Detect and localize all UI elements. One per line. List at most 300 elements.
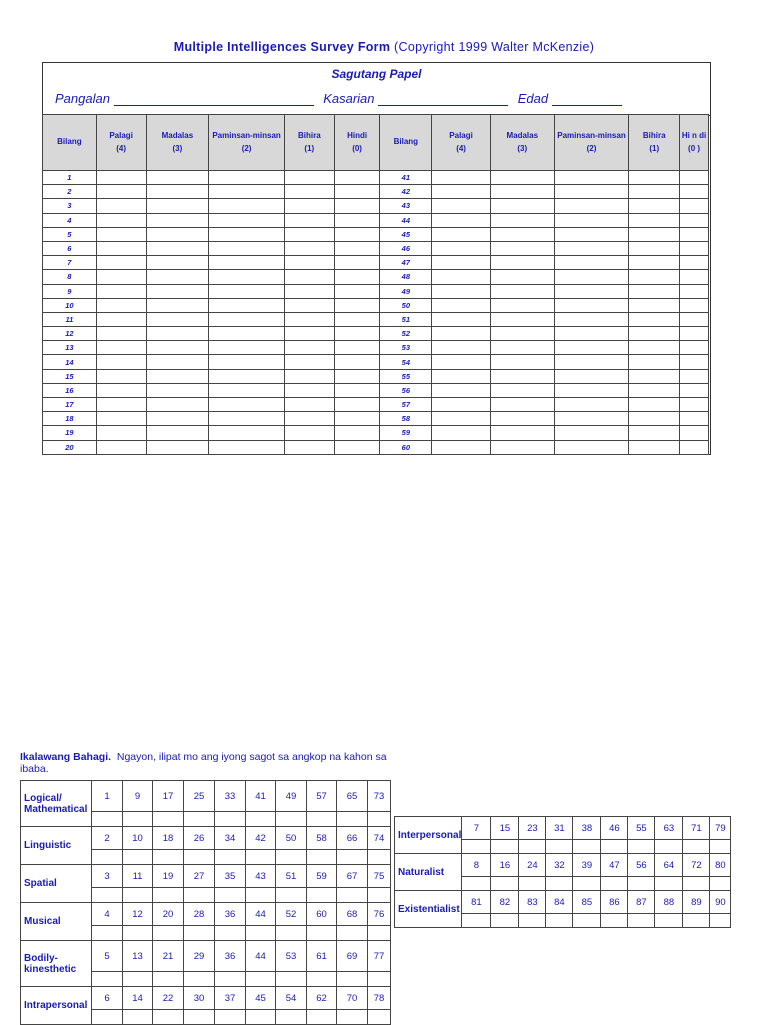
tally-answer-cell[interactable] bbox=[307, 850, 337, 865]
tally-answer-cell[interactable] bbox=[276, 812, 307, 827]
tally-answer-cell[interactable] bbox=[246, 850, 276, 865]
answer-cell[interactable] bbox=[96, 355, 146, 369]
tally-answer-cell[interactable] bbox=[519, 914, 546, 928]
answer-cell[interactable] bbox=[146, 270, 209, 284]
item-number: 12 bbox=[123, 903, 153, 926]
answer-cell[interactable] bbox=[334, 284, 380, 298]
answer-cell[interactable] bbox=[334, 270, 380, 284]
tally-answer-cell[interactable] bbox=[92, 850, 123, 865]
answer-cell[interactable] bbox=[146, 383, 209, 397]
answer-cell[interactable] bbox=[146, 355, 209, 369]
answer-cell[interactable] bbox=[146, 227, 209, 241]
answer-cell[interactable] bbox=[96, 412, 146, 426]
answer-cell[interactable] bbox=[629, 298, 680, 312]
answer-cell[interactable] bbox=[96, 199, 146, 213]
answer-cell[interactable] bbox=[96, 440, 146, 454]
answer-cell[interactable] bbox=[629, 199, 680, 213]
answer-cell[interactable] bbox=[629, 284, 680, 298]
tally-answer-cell[interactable] bbox=[628, 877, 655, 891]
answer-cell[interactable] bbox=[432, 398, 491, 412]
answer-cell[interactable] bbox=[680, 284, 709, 298]
tally-answer-cell[interactable] bbox=[92, 888, 123, 903]
answer-cell[interactable] bbox=[680, 440, 709, 454]
answer-cell[interactable] bbox=[146, 199, 209, 213]
answer-cell[interactable] bbox=[490, 369, 554, 383]
answer-cell[interactable] bbox=[96, 426, 146, 440]
answer-cell[interactable] bbox=[209, 199, 285, 213]
answer-cell[interactable] bbox=[490, 171, 554, 185]
answer-cell[interactable] bbox=[96, 298, 146, 312]
answer-cell[interactable] bbox=[284, 185, 334, 199]
tally-answer-cell[interactable] bbox=[655, 877, 683, 891]
answer-cell[interactable] bbox=[680, 241, 709, 255]
answer-cell[interactable] bbox=[284, 171, 334, 185]
answer-cell[interactable] bbox=[146, 327, 209, 341]
answer-cell[interactable] bbox=[432, 185, 491, 199]
tally-answer-cell[interactable] bbox=[573, 914, 601, 928]
tally-answer-cell[interactable] bbox=[519, 840, 546, 854]
tally-answer-cell[interactable] bbox=[628, 914, 655, 928]
answer-cell[interactable] bbox=[334, 355, 380, 369]
answer-cell[interactable] bbox=[146, 341, 209, 355]
tally-answer-cell[interactable] bbox=[215, 812, 246, 827]
answer-cell[interactable] bbox=[209, 426, 285, 440]
tally-answer-cell[interactable] bbox=[573, 877, 601, 891]
tally-answer-cell[interactable] bbox=[215, 1010, 246, 1025]
tally-answer-cell[interactable] bbox=[307, 888, 337, 903]
answer-cell[interactable] bbox=[146, 298, 209, 312]
tally-answer-cell[interactable] bbox=[184, 888, 215, 903]
answer-cell[interactable] bbox=[284, 213, 334, 227]
answer-cell[interactable] bbox=[554, 227, 629, 241]
answer-cell[interactable] bbox=[146, 185, 209, 199]
answer-cell[interactable] bbox=[334, 341, 380, 355]
tally-answer-cell[interactable] bbox=[710, 914, 731, 928]
answer-cell[interactable] bbox=[96, 284, 146, 298]
answer-cell[interactable] bbox=[680, 341, 709, 355]
name-field[interactable] bbox=[114, 93, 314, 106]
answer-cell[interactable] bbox=[146, 284, 209, 298]
tally-answer-cell[interactable] bbox=[368, 972, 391, 987]
answer-cell[interactable] bbox=[490, 327, 554, 341]
answer-cell[interactable] bbox=[146, 312, 209, 326]
answer-cell[interactable] bbox=[680, 426, 709, 440]
answer-cell[interactable] bbox=[432, 270, 491, 284]
answer-cell[interactable] bbox=[334, 256, 380, 270]
tally-answer-cell[interactable] bbox=[491, 877, 519, 891]
answer-cell[interactable] bbox=[680, 298, 709, 312]
tally-answer-cell[interactable] bbox=[215, 926, 246, 941]
answer-cell[interactable] bbox=[284, 256, 334, 270]
answer-cell[interactable] bbox=[554, 284, 629, 298]
tally-answer-cell[interactable] bbox=[337, 888, 368, 903]
tally-answer-cell[interactable] bbox=[337, 1010, 368, 1025]
answer-cell[interactable] bbox=[334, 298, 380, 312]
answer-cell[interactable] bbox=[490, 312, 554, 326]
tally-answer-cell[interactable] bbox=[337, 850, 368, 865]
answer-cell[interactable] bbox=[680, 369, 709, 383]
tally-answer-cell[interactable] bbox=[123, 812, 153, 827]
answer-cell[interactable] bbox=[284, 426, 334, 440]
answer-cell[interactable] bbox=[209, 284, 285, 298]
tally-answer-cell[interactable] bbox=[491, 840, 519, 854]
tally-answer-cell[interactable] bbox=[153, 888, 184, 903]
tally-answer-cell[interactable] bbox=[184, 812, 215, 827]
answer-cell[interactable] bbox=[146, 412, 209, 426]
answer-cell[interactable] bbox=[432, 426, 491, 440]
answer-cell[interactable] bbox=[334, 383, 380, 397]
answer-cell[interactable] bbox=[680, 199, 709, 213]
answer-cell[interactable] bbox=[432, 383, 491, 397]
answer-cell[interactable] bbox=[284, 398, 334, 412]
answer-cell[interactable] bbox=[334, 369, 380, 383]
tally-answer-cell[interactable] bbox=[655, 840, 683, 854]
tally-answer-cell[interactable] bbox=[546, 840, 573, 854]
tally-answer-cell[interactable] bbox=[276, 1010, 307, 1025]
answer-cell[interactable] bbox=[490, 270, 554, 284]
tally-answer-cell[interactable] bbox=[307, 812, 337, 827]
answer-cell[interactable] bbox=[490, 227, 554, 241]
answer-cell[interactable] bbox=[334, 185, 380, 199]
answer-cell[interactable] bbox=[629, 341, 680, 355]
answer-cell[interactable] bbox=[432, 213, 491, 227]
answer-cell[interactable] bbox=[209, 412, 285, 426]
tally-answer-cell[interactable] bbox=[710, 877, 731, 891]
tally-answer-cell[interactable] bbox=[337, 812, 368, 827]
tally-answer-cell[interactable] bbox=[307, 972, 337, 987]
answer-cell[interactable] bbox=[284, 369, 334, 383]
tally-answer-cell[interactable] bbox=[153, 812, 184, 827]
answer-cell[interactable] bbox=[284, 440, 334, 454]
tally-answer-cell[interactable] bbox=[683, 914, 710, 928]
answer-cell[interactable] bbox=[629, 355, 680, 369]
tally-answer-cell[interactable] bbox=[628, 840, 655, 854]
answer-cell[interactable] bbox=[334, 199, 380, 213]
answer-cell[interactable] bbox=[680, 355, 709, 369]
tally-answer-cell[interactable] bbox=[123, 850, 153, 865]
answer-cell[interactable] bbox=[284, 298, 334, 312]
answer-cell[interactable] bbox=[554, 440, 629, 454]
answer-cell[interactable] bbox=[146, 213, 209, 227]
answer-cell[interactable] bbox=[490, 341, 554, 355]
item-number: 74 bbox=[368, 827, 391, 850]
tally-answer-cell[interactable] bbox=[519, 877, 546, 891]
tally-answer-cell[interactable] bbox=[368, 850, 391, 865]
tally-answer-cell[interactable] bbox=[92, 926, 123, 941]
tally-answer-cell[interactable] bbox=[462, 914, 491, 928]
tally-answer-cell[interactable] bbox=[276, 972, 307, 987]
tally-answer-cell[interactable] bbox=[153, 1010, 184, 1025]
item-number: 2 bbox=[43, 185, 97, 199]
answer-cell[interactable] bbox=[554, 298, 629, 312]
answer-cell[interactable] bbox=[554, 426, 629, 440]
item-number: 14 bbox=[123, 987, 153, 1010]
answer-cell[interactable] bbox=[554, 199, 629, 213]
answer-cell[interactable] bbox=[432, 256, 491, 270]
answer-cell[interactable] bbox=[96, 256, 146, 270]
tally-answer-cell[interactable] bbox=[491, 914, 519, 928]
answer-cell[interactable] bbox=[284, 199, 334, 213]
answer-cell[interactable] bbox=[490, 298, 554, 312]
answer-cell[interactable] bbox=[680, 256, 709, 270]
answer-cell[interactable] bbox=[432, 327, 491, 341]
tally-answer-cell[interactable] bbox=[276, 888, 307, 903]
answer-cell[interactable] bbox=[146, 171, 209, 185]
tally-answer-cell[interactable] bbox=[184, 972, 215, 987]
answer-cell[interactable] bbox=[209, 171, 285, 185]
tally-answer-cell[interactable] bbox=[601, 914, 628, 928]
left-header-label: Palagi bbox=[109, 130, 133, 140]
tally-answer-cell[interactable] bbox=[462, 877, 491, 891]
answer-cell[interactable] bbox=[96, 327, 146, 341]
answer-cell[interactable] bbox=[432, 369, 491, 383]
answer-cell[interactable] bbox=[284, 341, 334, 355]
answer-cell[interactable] bbox=[334, 241, 380, 255]
tally-answer-cell[interactable] bbox=[307, 1010, 337, 1025]
tally-answer-cell[interactable] bbox=[710, 840, 731, 854]
answer-cell[interactable] bbox=[96, 227, 146, 241]
answer-cell[interactable] bbox=[432, 227, 491, 241]
answer-cell[interactable] bbox=[629, 171, 680, 185]
answer-cell[interactable] bbox=[334, 213, 380, 227]
answer-cell[interactable] bbox=[432, 284, 491, 298]
answer-cell[interactable] bbox=[432, 199, 491, 213]
answer-cell[interactable] bbox=[146, 440, 209, 454]
tally-answer-cell[interactable] bbox=[184, 1010, 215, 1025]
answer-cell[interactable] bbox=[554, 369, 629, 383]
answer-cell[interactable] bbox=[432, 171, 491, 185]
answer-cell[interactable] bbox=[96, 213, 146, 227]
answer-cell[interactable] bbox=[629, 270, 680, 284]
answer-cell[interactable] bbox=[284, 227, 334, 241]
answer-cell[interactable] bbox=[629, 426, 680, 440]
tally-answer-cell[interactable] bbox=[123, 888, 153, 903]
tally-answer-cell[interactable] bbox=[153, 972, 184, 987]
tally-answer-cell[interactable] bbox=[246, 926, 276, 941]
tally-answer-cell[interactable] bbox=[655, 914, 683, 928]
tally-answer-cell[interactable] bbox=[123, 926, 153, 941]
answer-cell[interactable] bbox=[284, 241, 334, 255]
answer-cell[interactable] bbox=[96, 369, 146, 383]
answer-cell[interactable] bbox=[680, 398, 709, 412]
tally-answer-cell[interactable] bbox=[92, 812, 123, 827]
answer-cell[interactable] bbox=[334, 412, 380, 426]
answer-cell[interactable] bbox=[490, 412, 554, 426]
answer-cell[interactable] bbox=[554, 312, 629, 326]
tally-answer-cell[interactable] bbox=[246, 972, 276, 987]
answer-cell[interactable] bbox=[96, 383, 146, 397]
answer-cell[interactable] bbox=[680, 185, 709, 199]
answer-cell[interactable] bbox=[146, 369, 209, 383]
answer-cell[interactable] bbox=[680, 227, 709, 241]
answer-cell[interactable] bbox=[209, 440, 285, 454]
answer-cell[interactable] bbox=[146, 398, 209, 412]
sex-field[interactable] bbox=[378, 93, 508, 106]
answer-cell[interactable] bbox=[96, 341, 146, 355]
answer-cell[interactable] bbox=[284, 270, 334, 284]
answer-cell[interactable] bbox=[146, 426, 209, 440]
answer-cell[interactable] bbox=[432, 312, 491, 326]
answer-cell[interactable] bbox=[284, 327, 334, 341]
answer-cell[interactable] bbox=[146, 256, 209, 270]
tally-answer-cell[interactable] bbox=[246, 1010, 276, 1025]
answer-cell[interactable] bbox=[284, 355, 334, 369]
answer-cell[interactable] bbox=[554, 256, 629, 270]
answer-cell[interactable] bbox=[209, 327, 285, 341]
tally-answer-cell[interactable] bbox=[215, 888, 246, 903]
answer-cell[interactable] bbox=[554, 398, 629, 412]
answer-cell[interactable] bbox=[490, 185, 554, 199]
answer-cell[interactable] bbox=[629, 312, 680, 326]
answer-cell[interactable] bbox=[680, 270, 709, 284]
answer-cell[interactable] bbox=[96, 241, 146, 255]
answer-cell[interactable] bbox=[629, 327, 680, 341]
answer-cell[interactable] bbox=[490, 398, 554, 412]
answer-cell[interactable] bbox=[96, 312, 146, 326]
answer-cell[interactable] bbox=[432, 355, 491, 369]
tally-answer-cell[interactable] bbox=[153, 850, 184, 865]
tally-answer-cell[interactable] bbox=[368, 926, 391, 941]
answer-cell[interactable] bbox=[680, 171, 709, 185]
answer-cell[interactable] bbox=[334, 327, 380, 341]
answer-cell[interactable] bbox=[490, 213, 554, 227]
tally-answer-cell[interactable] bbox=[153, 926, 184, 941]
answer-cell[interactable] bbox=[284, 412, 334, 426]
item-number: 60 bbox=[307, 903, 337, 926]
answer-cell[interactable] bbox=[490, 256, 554, 270]
answer-cell[interactable] bbox=[680, 327, 709, 341]
answer-cell[interactable] bbox=[432, 241, 491, 255]
tally-answer-cell[interactable] bbox=[123, 972, 153, 987]
answer-cell[interactable] bbox=[490, 383, 554, 397]
answer-cell[interactable] bbox=[334, 227, 380, 241]
answer-cell[interactable] bbox=[680, 412, 709, 426]
answer-cell[interactable] bbox=[554, 241, 629, 255]
answer-cell[interactable] bbox=[629, 398, 680, 412]
answer-cell[interactable] bbox=[209, 213, 285, 227]
tally-answer-cell[interactable] bbox=[184, 926, 215, 941]
answer-cell[interactable] bbox=[209, 241, 285, 255]
answer-cell[interactable] bbox=[209, 256, 285, 270]
tally-answer-cell[interactable] bbox=[184, 850, 215, 865]
tally-answer-cell[interactable] bbox=[368, 1010, 391, 1025]
tally-answer-cell[interactable] bbox=[276, 926, 307, 941]
answer-cell[interactable] bbox=[629, 383, 680, 397]
tally-answer-cell[interactable] bbox=[337, 972, 368, 987]
tally-answer-cell[interactable] bbox=[601, 877, 628, 891]
answer-cell[interactable] bbox=[554, 412, 629, 426]
answer-cell[interactable] bbox=[629, 185, 680, 199]
tally-answer-cell[interactable] bbox=[92, 972, 123, 987]
answer-cell[interactable] bbox=[146, 241, 209, 255]
answer-cell[interactable] bbox=[334, 440, 380, 454]
answer-cell[interactable] bbox=[629, 412, 680, 426]
answer-cell[interactable] bbox=[209, 355, 285, 369]
answer-cell[interactable] bbox=[554, 341, 629, 355]
answer-cell[interactable] bbox=[680, 383, 709, 397]
answer-cell[interactable] bbox=[432, 298, 491, 312]
answer-cell[interactable] bbox=[334, 426, 380, 440]
answer-cell[interactable] bbox=[209, 298, 285, 312]
answer-cell[interactable] bbox=[284, 284, 334, 298]
answer-cell[interactable] bbox=[554, 383, 629, 397]
answer-cell[interactable] bbox=[209, 341, 285, 355]
answer-cell[interactable] bbox=[284, 383, 334, 397]
answer-cell[interactable] bbox=[209, 398, 285, 412]
answer-cell[interactable] bbox=[554, 213, 629, 227]
answer-cell[interactable] bbox=[629, 440, 680, 454]
answer-cell[interactable] bbox=[490, 440, 554, 454]
identity-line bbox=[55, 91, 622, 106]
answer-cell[interactable] bbox=[629, 256, 680, 270]
answer-cell[interactable] bbox=[554, 355, 629, 369]
answer-cell[interactable] bbox=[209, 185, 285, 199]
tally-answer-cell[interactable] bbox=[683, 877, 710, 891]
tally-answer-cell[interactable] bbox=[368, 812, 391, 827]
tally-answer-cell[interactable] bbox=[546, 914, 573, 928]
answer-cell[interactable] bbox=[284, 312, 334, 326]
answer-cell[interactable] bbox=[490, 199, 554, 213]
answer-cell[interactable] bbox=[680, 312, 709, 326]
answer-cell[interactable] bbox=[209, 369, 285, 383]
tally-answer-cell[interactable] bbox=[276, 850, 307, 865]
answer-cell[interactable] bbox=[680, 213, 709, 227]
answer-cell[interactable] bbox=[209, 227, 285, 241]
answer-cell[interactable] bbox=[554, 171, 629, 185]
answer-cell[interactable] bbox=[432, 412, 491, 426]
tally-answer-cell[interactable] bbox=[92, 1010, 123, 1025]
tally-answer-cell[interactable] bbox=[683, 840, 710, 854]
answer-cell[interactable] bbox=[490, 426, 554, 440]
answer-cell[interactable] bbox=[490, 284, 554, 298]
tally-answer-cell[interactable] bbox=[462, 840, 491, 854]
age-field[interactable] bbox=[552, 93, 622, 106]
tally-answer-cell[interactable] bbox=[368, 888, 391, 903]
tally-answer-cell[interactable] bbox=[123, 1010, 153, 1025]
answer-cell[interactable] bbox=[432, 440, 491, 454]
tally-answer-cell[interactable] bbox=[215, 850, 246, 865]
tally-answer-cell[interactable] bbox=[546, 877, 573, 891]
answer-cell[interactable] bbox=[334, 312, 380, 326]
answer-cell[interactable] bbox=[490, 241, 554, 255]
answer-cell[interactable] bbox=[629, 369, 680, 383]
tally-answer-cell[interactable] bbox=[246, 888, 276, 903]
answer-cell[interactable] bbox=[629, 241, 680, 255]
tally-answer-cell[interactable] bbox=[307, 926, 337, 941]
tally-answer-cell[interactable] bbox=[215, 972, 246, 987]
answer-cell[interactable] bbox=[554, 327, 629, 341]
answer-cell[interactable] bbox=[96, 171, 146, 185]
answer-cell[interactable] bbox=[490, 355, 554, 369]
tally-answer-cell[interactable] bbox=[573, 840, 601, 854]
answer-cell[interactable] bbox=[629, 227, 680, 241]
tally-answer-cell[interactable] bbox=[246, 812, 276, 827]
answer-cell[interactable] bbox=[629, 213, 680, 227]
answer-cell[interactable] bbox=[334, 398, 380, 412]
tally-answer-cell[interactable] bbox=[601, 840, 628, 854]
answer-cell[interactable] bbox=[209, 270, 285, 284]
answer-cell[interactable] bbox=[96, 270, 146, 284]
answer-cell[interactable] bbox=[96, 398, 146, 412]
answer-cell[interactable] bbox=[554, 270, 629, 284]
answer-cell[interactable] bbox=[96, 185, 146, 199]
tally-answer-cell[interactable] bbox=[337, 926, 368, 941]
answer-cell[interactable] bbox=[209, 312, 285, 326]
answer-cell[interactable] bbox=[334, 171, 380, 185]
answer-cell[interactable] bbox=[432, 341, 491, 355]
answer-cell[interactable] bbox=[209, 383, 285, 397]
answer-cell[interactable] bbox=[554, 185, 629, 199]
